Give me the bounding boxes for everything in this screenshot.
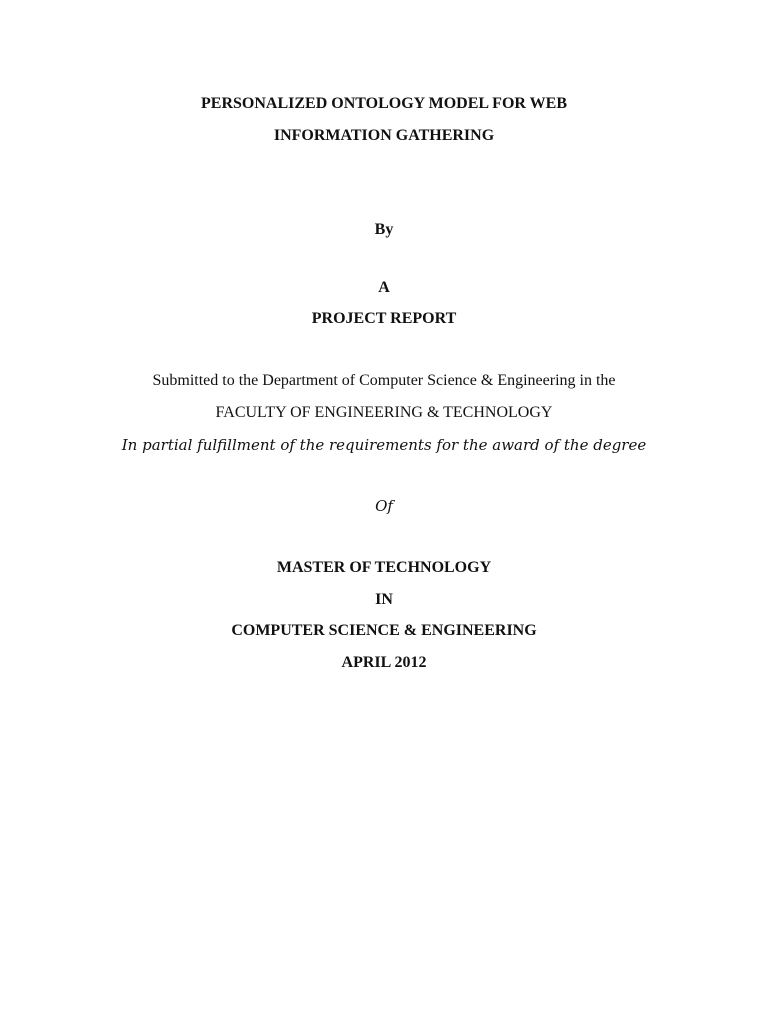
by-label: By	[374, 221, 394, 238]
faculty-name: FACULTY OF ENGINEERING & TECHNOLOGY	[215, 404, 553, 421]
report-article: A	[378, 279, 390, 296]
report-title-line-2: INFORMATION GATHERING	[273, 127, 495, 144]
report-type: PROJECT REPORT	[311, 310, 457, 327]
degree-field: COMPUTER SCIENCE & ENGINEERING	[231, 622, 537, 639]
of-label: Of	[375, 497, 393, 515]
degree-name: MASTER OF TECHNOLOGY	[276, 559, 492, 576]
submission-statement: Submitted to the Department of Computer Science & Engineering in the	[152, 372, 616, 389]
in-label: IN	[375, 591, 393, 608]
fulfillment-statement: In partial fulfillment of the requirements for the award of the degree	[121, 436, 647, 454]
report-title-line-1: PERSONALIZED ONTOLOGY MODEL FOR WEB	[201, 95, 567, 112]
submission-date: APRIL 2012	[341, 654, 427, 671]
